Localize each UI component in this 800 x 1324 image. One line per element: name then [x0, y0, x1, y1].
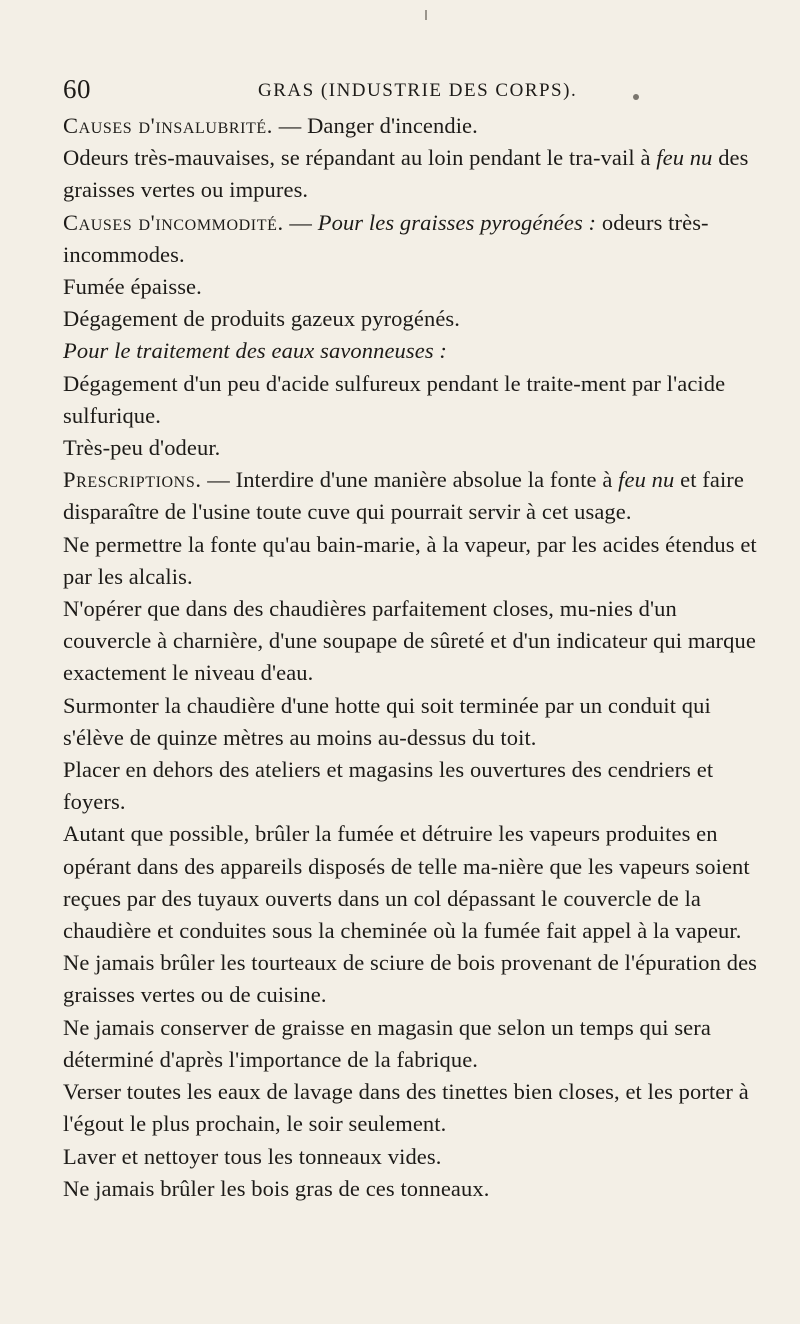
paragraph — [63, 207, 765, 271]
paragraph — [63, 142, 765, 206]
paragraph — [63, 1012, 765, 1076]
paragraph — [63, 947, 765, 1011]
text-segment: odeurs très-incommodes. — [63, 209, 709, 267]
text-segment: et faire disparaître de l'usine toute cuve qui pourrait servir à cet usage. — [63, 467, 744, 525]
text-segment: Dégagement de produits gazeux pyrogénés. — [63, 306, 460, 332]
paragraph — [63, 335, 765, 367]
paragraph — [63, 368, 765, 432]
paragraph — [63, 271, 765, 303]
text-segment: Autant que possible, brûler la fumée et détruire les vapeurs produites en opérant dans des appareils disposés de telle ma-nière que les vapeurs soient reçues par des tuyaux ouverts dans un col dépassant le couvercle de la chaudière et conduites sous la cheminée où la fumée fait appel à la vapeur. — [63, 821, 750, 944]
text-segment: Ne permettre la fonte qu'au bain-marie, à la vapeur, par les acides étendus et par les alcalis. — [63, 531, 757, 589]
text-segment: Odeurs très-mauvaises, se répandant au loin pendant le tra-vail à — [63, 145, 657, 171]
paragraph — [63, 464, 765, 528]
paragraph — [63, 593, 765, 690]
paragraph — [63, 110, 765, 142]
text-segment: Ne jamais brûler les tourteaux de sciure de bois provenant de l'épuration des graisses vertes ou de cuisine. — [63, 950, 758, 1008]
text-segment: Surmonter la chaudière d'une hotte qui soit terminée par un conduit qui s'élève de quinze mètres au moins au-dessus du toit. — [63, 692, 711, 750]
body-text — [63, 110, 765, 1205]
text-segment: N'opérer que dans des chaudières parfaitement closes, mu-nies d'un couvercle à charnière, d'une soupape de sûreté et d'un indicateur qui marque exactement le niveau d'eau. — [63, 596, 756, 686]
paragraph — [63, 754, 765, 818]
paragraph — [63, 529, 765, 593]
page-number: 60 — [63, 74, 91, 104]
running-title: GRAS (INDUSTRIE DES CORPS). — [258, 80, 578, 101]
ink-dot — [633, 94, 639, 100]
paragraph — [63, 1076, 765, 1140]
text-segment: Ne jamais brûler les bois gras de ces tonneaux. — [63, 1175, 490, 1201]
paragraph — [63, 818, 765, 947]
text-segment: Laver et nettoyer tous les tonneaux vides. — [63, 1143, 442, 1169]
text-segment: Très-peu d'odeur. — [63, 435, 221, 461]
italic-text: Pour le traitement des eaux savonneuses : — [63, 338, 448, 364]
text-segment: Verser toutes les eaux de lavage dans des tinettes bien closes, et les porter à l'égout le plus prochain, le soir seulement. — [63, 1079, 749, 1137]
text-segment: Placer en dehors des ateliers et magasins les ouvertures des cendriers et foyers. — [63, 757, 714, 815]
text-segment: — — [283, 209, 318, 235]
italic-text: feu nu — [656, 145, 713, 171]
paragraph — [63, 1141, 765, 1173]
text-segment: des graisses vertes ou impures. — [63, 145, 749, 203]
text-segment: Fumée épaisse. — [63, 274, 202, 300]
italic-text: Pour les graisses pyrogénées : — [317, 209, 597, 235]
section-heading: Prescriptions. — [63, 467, 202, 493]
paragraph — [63, 1173, 765, 1205]
text-segment: — Interdire d'une manière absolue la fonte à — [201, 467, 619, 493]
paragraph — [63, 432, 765, 464]
text-segment: — Danger d'incendie. — [273, 113, 478, 138]
italic-text: feu nu — [618, 467, 675, 493]
paragraph — [63, 690, 765, 754]
scan-mark — [425, 10, 427, 20]
section-heading: Causes d'incommodité. — [63, 209, 284, 235]
paragraph — [63, 303, 765, 335]
text-segment: Dégagement d'un peu d'acide sulfureux pendant le traite-ment par l'acide sulfurique. — [63, 370, 726, 428]
text-segment: Ne jamais conserver de graisse en magasin que selon un temps qui sera déterminé d'après l'importance de la fabrique. — [63, 1014, 711, 1072]
section-heading: Causes d'insalubrité. — [63, 113, 274, 138]
